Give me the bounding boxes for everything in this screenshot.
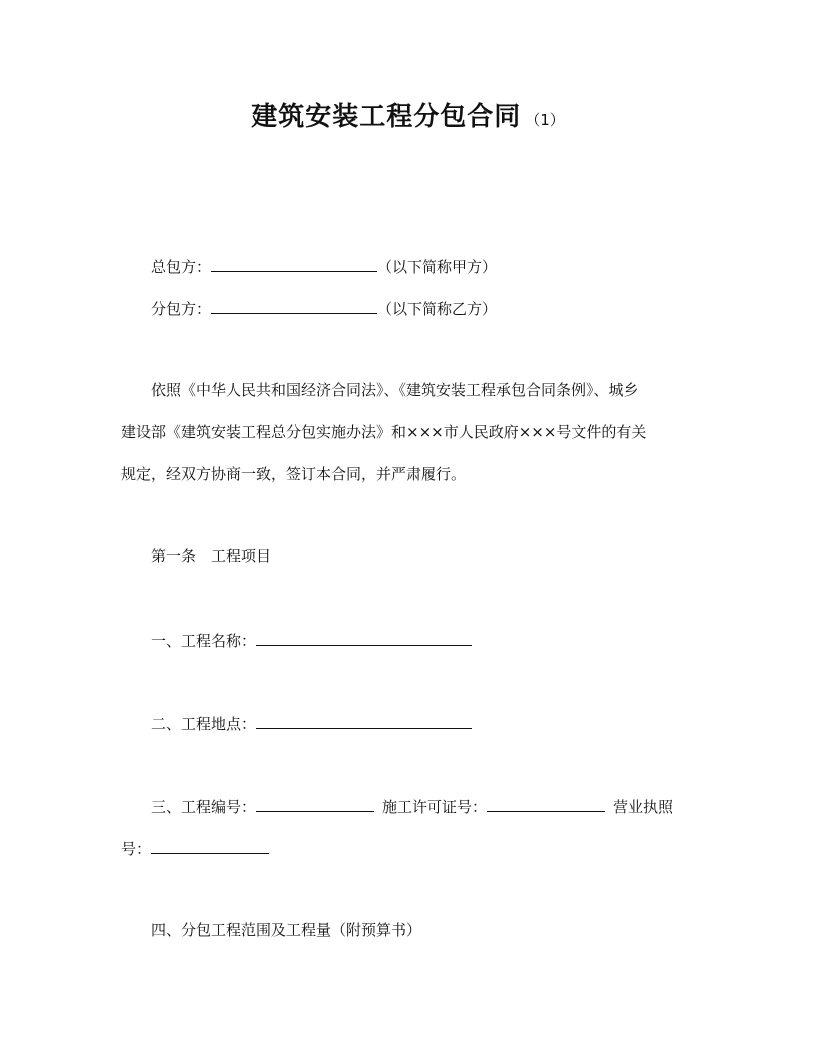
- permit-number-label: 施工许可证号：: [382, 798, 488, 816]
- article-1-heading: 第一条 工程项目: [151, 547, 272, 565]
- project-number-blank[interactable]: [256, 796, 374, 812]
- project-name-label: 一、工程名称：: [151, 632, 257, 650]
- document-title: [0, 96, 816, 133]
- general-contractor-blank[interactable]: [211, 256, 377, 272]
- business-license-blank[interactable]: [151, 838, 269, 854]
- preamble-line-2: 建设部《建筑安装工程总分包实施办法》和×××市人民政府×××号文件的有关: [121, 423, 647, 441]
- project-location-label: 二、工程地点：: [151, 715, 257, 733]
- preamble-line-3: 规定，经双方协商一致，签订本合同，并严肃履行。: [121, 465, 467, 483]
- subcontract-scope-line: 四、分包工程范围及工程量（附预算书）: [151, 921, 422, 939]
- permit-number-blank[interactable]: [487, 796, 605, 812]
- business-license-label-part1: 营业执照: [613, 798, 674, 816]
- general-contractor-label: 总包方：: [151, 258, 212, 276]
- project-number-label: 三、工程编号：: [151, 798, 257, 816]
- title-main: 建筑安装工程分包合同: [251, 102, 522, 132]
- subcontractor-suffix: （以下简称乙方）: [377, 300, 498, 318]
- general-contractor-line: [151, 256, 497, 277]
- business-license-label-part2: 号：: [121, 840, 152, 858]
- project-name-line: [151, 630, 472, 651]
- subcontractor-blank[interactable]: [211, 298, 377, 314]
- general-contractor-suffix: （以下简称甲方）: [377, 258, 498, 276]
- title-suffix: （1）: [525, 111, 565, 129]
- project-name-blank[interactable]: [256, 630, 472, 646]
- subcontractor-label: 分包方：: [151, 300, 212, 318]
- project-location-line: [151, 713, 472, 734]
- project-number-line: [151, 796, 673, 817]
- subcontractor-line: [151, 298, 497, 319]
- project-location-blank[interactable]: [256, 713, 472, 729]
- preamble-line-1: 依照《中华人民共和国经济合同法》、《建筑安装工程承包合同条例》、城乡: [151, 381, 639, 399]
- business-license-line: [121, 838, 269, 859]
